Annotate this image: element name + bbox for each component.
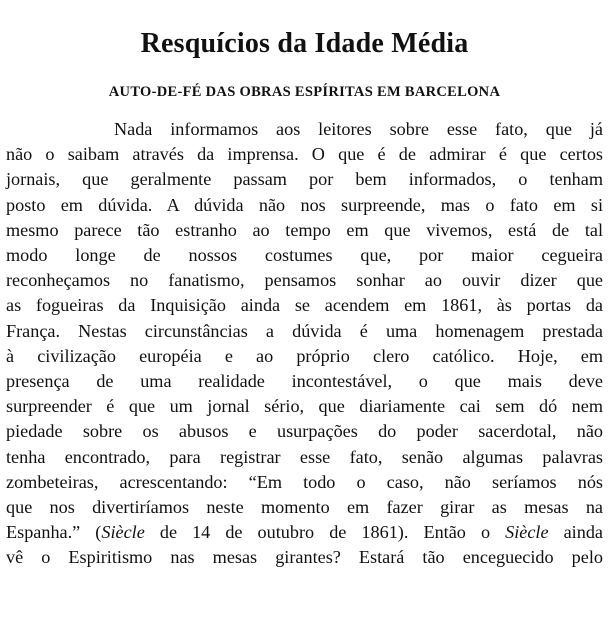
paragraph-line: que nos divertiríamos neste momento em fazer girar as mesas na [6,497,603,518]
paragraph-line: vê o Espiritismo nas mesas girantes? Estará tão enceguecido pelo [6,547,603,568]
paragraph-line: presença de uma realidade incontestável, o que mais deve [6,371,603,392]
document-title: Resquícios da Idade Média [140,28,469,59]
newspaper-name: Siècle [101,522,145,543]
body-paragraph [6,102,603,571]
paragraph-line: jornais, que geralmente passam por bem informados, o tenham [6,169,603,190]
paragraph-line: não o saibam através da imprensa. O que é de admirar é que certos [6,144,603,165]
paragraph-line: zombeteiras, acrescentando: “Em todo o caso, não seríamos nós [6,471,603,492]
line-text: ainda [548,522,603,543]
line-text: Espanha.” ( [6,522,102,543]
paragraph-line-with-citation [6,520,603,545]
newspaper-name: Siècle [505,522,549,543]
paragraph-line: piedade sobre os abusos e usurpações do poder sacerdotal, não [6,421,603,442]
line-text: de 14 de outubro de 1861). Então o [144,522,506,543]
document-subtitle: AUTO-DE-FÉ DAS OBRAS ESPÍRITAS EM BARCELONA [108,84,501,100]
paragraph-line: reconheçamos no fanatismo, pensamos sonhar ao ouvir dizer que [6,270,603,291]
paragraph-line: modo longe de nossos costumes que, por maior cegueira [6,245,603,266]
paragraph-line: posto em dúvida. A dúvida não nos surpreende, mas o fato em si [6,194,603,215]
paragraph-line: as fogueiras da Inquisição ainda se acendem em 1861, às portas da [6,295,603,316]
paragraph-line: surpreender é que um jornal sério, que diariamente cai sem dó nem [6,396,603,417]
paragraph-line: Nada informamos aos leitores sobre esse fato, que já [114,119,603,139]
paragraph-line: França. Nestas circunstâncias a dúvida é uma homenagem prestada [6,320,603,341]
paragraph-line: mesmo parece tão estranho ao tempo em que vivemos, está de tal [6,219,603,240]
paragraph-line: tenha encontrado, para registrar esse fato, senão algumas palavras [6,446,603,467]
paragraph-line: à civilização européia e ao próprio clero católico. Hoje, em [6,345,603,366]
